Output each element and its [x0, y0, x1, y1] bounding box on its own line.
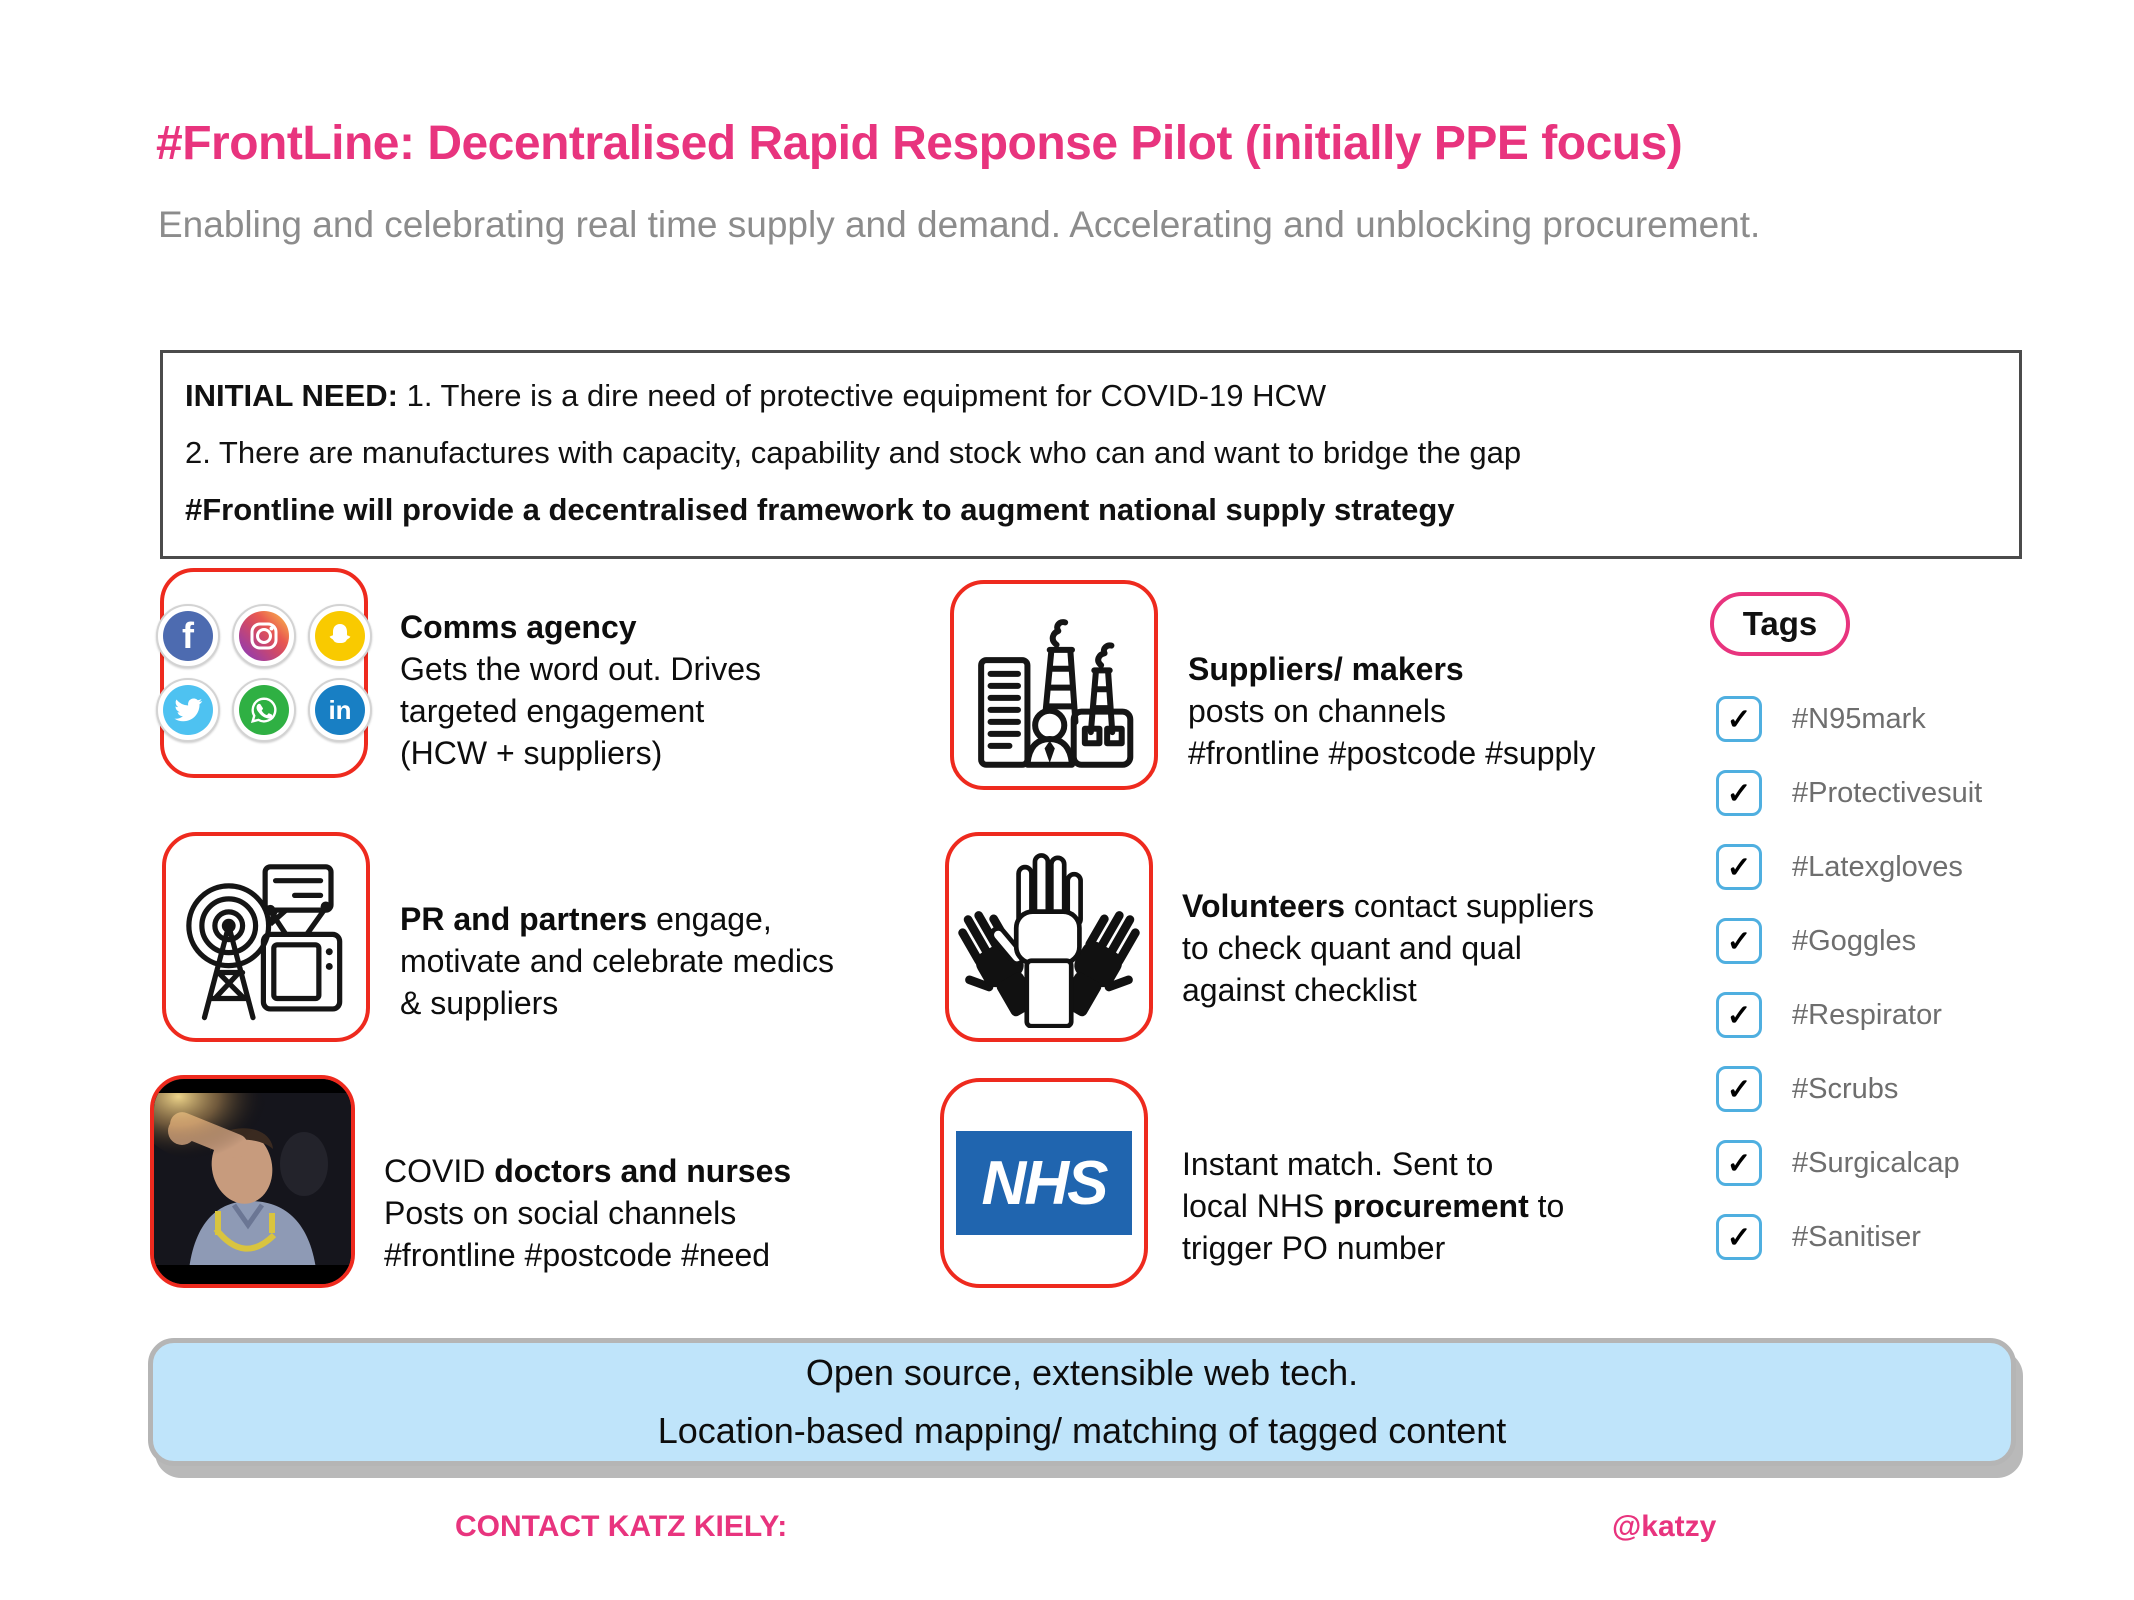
tech-panel-line-2: Location-based mapping/ matching of tagged content: [657, 1410, 1507, 1451]
checkbox-checked-icon[interactable]: ✓: [1716, 1140, 1762, 1186]
initial-need-label: INITIAL NEED:: [185, 378, 407, 413]
checkbox-checked-icon[interactable]: ✓: [1716, 1066, 1762, 1112]
tag-row: [1716, 1066, 1898, 1112]
suppliers-line: posts on channels: [1188, 693, 1446, 729]
tag-label: #Goggles: [1792, 924, 1917, 957]
tag-row: [1716, 918, 1916, 964]
tag-label: #Scrubs: [1792, 1072, 1899, 1105]
initial-need-text-1: 1. There is a dire need of protective equipment for COVID-19 HCW: [406, 378, 1327, 413]
tag-row: [1716, 1140, 1960, 1186]
comms-agency-line: Gets the word out. Drives: [400, 651, 762, 687]
tag-row: [1716, 770, 1982, 816]
tags-pill: Tags: [1710, 592, 1850, 656]
comms-agency-text: [400, 606, 761, 774]
initial-need-line-3: #Frontline will provide a decentralised framework to augment national supply strategy: [185, 492, 1455, 527]
factory-icon: [964, 595, 1144, 775]
comms-agency-line: targeted engagement: [400, 693, 705, 729]
nhs-line: Instant match. Sent to: [1182, 1146, 1494, 1182]
tag-row: [1716, 1214, 1921, 1260]
comms-agency-line: (HCW + suppliers): [400, 735, 663, 771]
snapchat-ghost-glyph: [315, 611, 365, 661]
volunteers-line: to check quant and qual: [1182, 930, 1522, 966]
volunteers-title: Volunteers: [1182, 888, 1345, 924]
pr-line: motivate and celebrate medics: [400, 943, 834, 979]
twitter-icon: [156, 678, 220, 742]
volunteers-icon-box: [945, 832, 1153, 1042]
tag-label: #Sanitiser: [1792, 1220, 1921, 1253]
facebook-glyph: f: [163, 611, 213, 661]
tag-label: #Latexgloves: [1792, 850, 1963, 883]
pr-line: & suppliers: [400, 985, 559, 1021]
whatsapp-phone-glyph: [239, 685, 289, 735]
comms-agency-icon-box: [160, 568, 368, 778]
twitter-bird-glyph: [163, 685, 213, 735]
nhs-line2-pre: local NHS: [1182, 1188, 1334, 1224]
tag-label: #Surgicalcap: [1792, 1146, 1960, 1179]
pr-title: PR and partners: [400, 901, 648, 937]
initial-need-line-1: [185, 367, 1997, 424]
pr-rest: engage,: [647, 901, 772, 937]
nhs-line-2: [1182, 1185, 1564, 1227]
checkbox-checked-icon[interactable]: ✓: [1716, 1214, 1762, 1260]
snapchat-icon: [308, 604, 372, 668]
covid-line: Posts on social channels: [384, 1195, 737, 1231]
tag-label: #Respirator: [1792, 998, 1942, 1031]
nhs-logo: [956, 1131, 1132, 1235]
volunteers-line: against checklist: [1182, 972, 1417, 1008]
linkedin-glyph: in: [315, 685, 365, 735]
tag-row: [1716, 844, 1963, 890]
nhs-line2-bold: procurement: [1333, 1188, 1529, 1224]
instagram-icon: [232, 604, 296, 668]
checkbox-checked-icon[interactable]: ✓: [1716, 844, 1762, 890]
facebook-icon: [156, 604, 220, 668]
pr-line-1: [400, 898, 834, 940]
checkbox-checked-icon[interactable]: ✓: [1716, 918, 1762, 964]
nhs-text-block: [1182, 1143, 1564, 1269]
suppliers-text: [1188, 648, 1595, 774]
checkbox-checked-icon[interactable]: ✓: [1716, 696, 1762, 742]
initial-need-line-2: 2. There are manufactures with capacity, capability and stock who can and want to bridge the gap: [185, 435, 1522, 470]
covid-line: #frontline #postcode #need: [384, 1237, 771, 1273]
social-icons-grid: [156, 604, 372, 742]
tag-label: #Protectivesuit: [1792, 776, 1983, 809]
page-title: #FrontLine: Decentralised Rapid Response Pilot (initially PPE focus): [156, 117, 1683, 170]
volunteers-text: [1182, 885, 1594, 1011]
initial-need-box: [160, 350, 2022, 559]
covid-pre: COVID: [384, 1153, 495, 1189]
pr-text: [400, 898, 834, 1024]
instagram-camera-glyph: [239, 611, 289, 661]
contact-label: CONTACT KATZ KIELY:: [455, 1510, 788, 1543]
tag-row: [1716, 696, 1926, 742]
comms-agency-title: Comms agency: [400, 609, 637, 645]
pr-icon-box: [162, 832, 370, 1042]
whatsapp-icon: [232, 678, 296, 742]
broadcast-icon: [175, 846, 357, 1028]
nhs-line: trigger PO number: [1182, 1230, 1446, 1266]
nhs-icon-box: [940, 1078, 1148, 1288]
tag-label: #N95mark: [1792, 702, 1926, 735]
checkbox-checked-icon[interactable]: ✓: [1716, 992, 1762, 1038]
covid-text: [384, 1150, 791, 1276]
nhs-line2-post: to: [1528, 1188, 1565, 1224]
volunteers-line-1: [1182, 885, 1594, 927]
suppliers-line: #frontline #postcode #supply: [1188, 735, 1596, 771]
tech-panel: [148, 1338, 2016, 1466]
twitter-handle: @katzy: [1612, 1510, 1717, 1543]
checkbox-checked-icon[interactable]: ✓: [1716, 770, 1762, 816]
tech-panel-line-1: Open source, extensible web tech.: [805, 1352, 1359, 1393]
volunteers-rest: contact suppliers: [1345, 888, 1595, 924]
suppliers-title: Suppliers/ makers: [1188, 651, 1464, 687]
linkedin-icon: [308, 678, 372, 742]
suppliers-icon-box: [950, 580, 1158, 790]
covid-line-1: [384, 1150, 791, 1192]
covid-title: doctors and nurses: [494, 1153, 792, 1189]
doctor-photo: [150, 1075, 355, 1288]
nhs-logo-text: NHS: [981, 1148, 1107, 1218]
tag-row: [1716, 992, 1942, 1038]
page-subtitle: Enabling and celebrating real time supply and demand. Accelerating and unblocking procurement.: [158, 204, 1761, 245]
raised-hands-icon: [958, 846, 1140, 1028]
